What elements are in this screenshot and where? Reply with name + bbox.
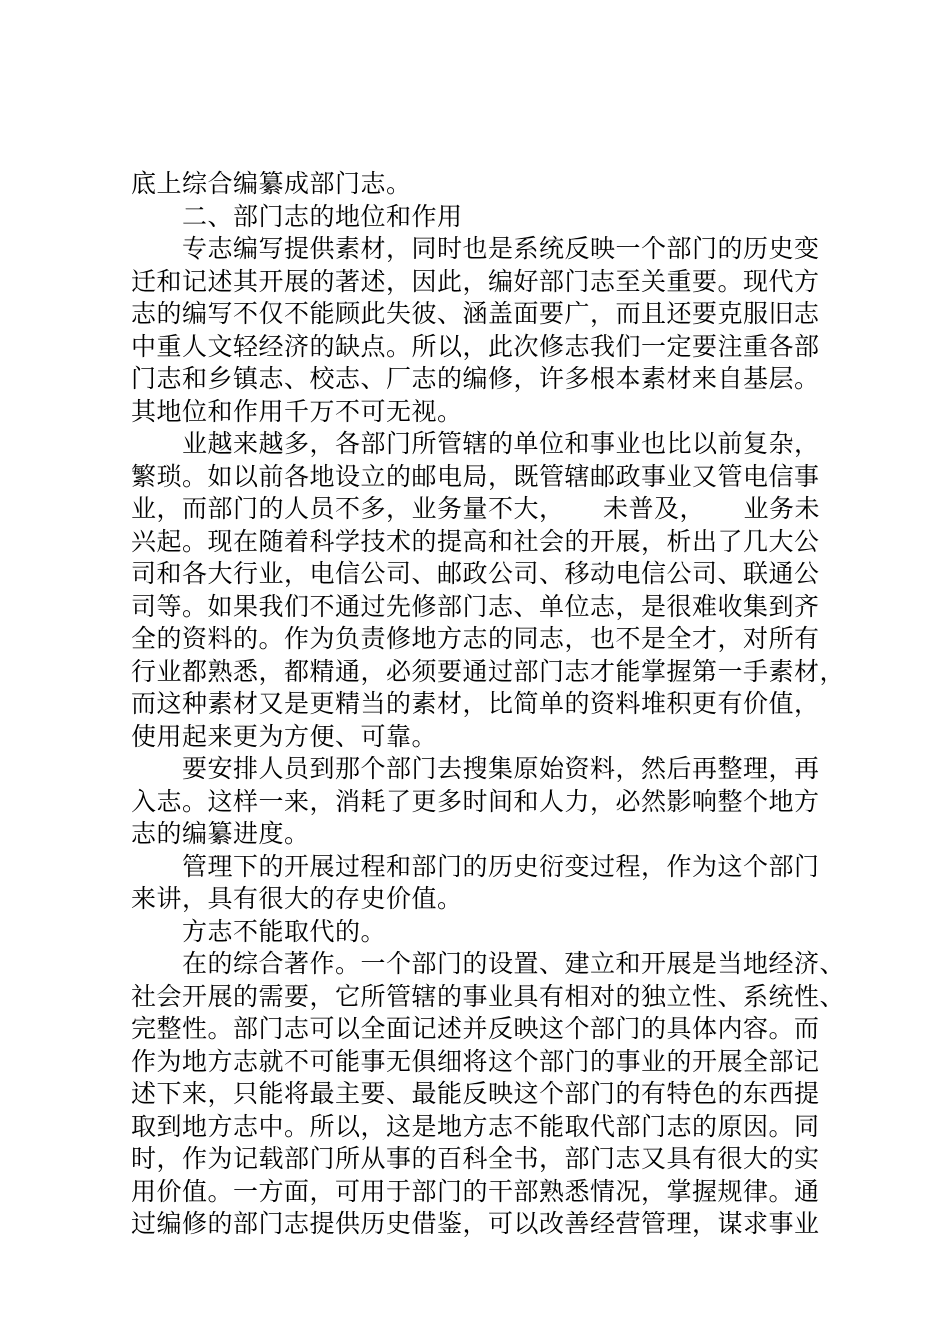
text-line: 业越来越多，各部门所管辖的单位和事业也比以前复杂， — [131, 429, 820, 458]
text-line: 业，而部门的人员不多，业务量不大， 未普及， 业务未 — [131, 494, 821, 523]
text-line: 志的编纂进度。 — [131, 819, 310, 848]
text-line: 全的资料的。作为负责修地方志的同志，也不是全才，对所有 — [131, 624, 820, 653]
section-heading: 二、部门志的地位和作用 — [131, 201, 463, 231]
text-line: 作为地方志就不可能事无俱细将这个部门的事业的开展全部记 — [131, 1046, 820, 1076]
text-line: 在的综合著作。一个部门的设置、建立和开展是当地经济、 — [131, 949, 846, 978]
text-line: 专志编写提供素材，同时也是系统反映一个部门的历史变 — [131, 234, 820, 263]
text-line: 方志不能取代的。 — [131, 916, 387, 946]
text-line: 取到地方志中。所以，这是地方志不能取代部门志的原因。同 — [131, 1111, 820, 1141]
text-line: 述下来，只能将最主要、最能反映这个部门的有特色的东西提 — [131, 1079, 820, 1108]
text-line: 而这种素材又是更精当的素材，比简单的资料堆积更有价值， — [131, 689, 820, 718]
text-line: 志的编写不仅不能顾此失彼、涵盖面要广，而且还要克服旧志 — [131, 299, 820, 328]
text-line: 社会开展的需要，它所管辖的事业具有相对的独立性、系统性、 — [131, 981, 846, 1011]
text-line: 要安排人员到那个部门去搜集原始资料，然后再整理，再 — [131, 754, 820, 783]
text-line: 过编修的部门志提供历史借鉴，可以改善经营管理，谋求事业 — [131, 1209, 820, 1238]
text-line: 管理下的开展过程和部门的历史衍变过程，作为这个部门 — [131, 851, 820, 881]
text-line: 完整性。部门志可以全面记述并反映这个部门的具体内容。而 — [131, 1014, 820, 1043]
text-line: 门志和乡镇志、校志、厂志的编修，许多根本素材来自基层。 — [131, 364, 820, 393]
text-line: 使用起来更为方便、可靠。 — [131, 721, 438, 751]
text-line: 繁琐。如以前各地设立的邮电局，既管辖邮政事业又管电信事 — [131, 461, 820, 491]
text-line: 司和各大行业，电信公司、邮政公司、移动电信公司、联通公 — [131, 559, 820, 588]
text-line: 兴起。现在随着科学技术的提高和社会的开展，析出了几大公 — [131, 526, 820, 556]
text-line: 入志。这样一来，消耗了更多时间和人力，必然影响整个地方 — [131, 786, 820, 816]
text-line: 中重人文轻经济的缺点。所以，此次修志我们一定要注重各部 — [131, 331, 820, 361]
text-line: 迁和记述其开展的著述，因此，编好部门志至关重要。现代方 — [131, 266, 820, 296]
text-line: 其地位和作用千万不可无视。 — [131, 396, 463, 426]
text-line: 用价值。一方面，可用于部门的干部熟悉情况，掌握规律。通 — [131, 1176, 820, 1206]
text-line: 司等。如果我们不通过先修部门志、单位志，是很难收集到齐 — [131, 591, 820, 621]
body-text — [131, 168, 846, 1241]
text-line: 底上综合编纂成部门志。 — [131, 169, 412, 198]
text-line: 行业都熟悉，都精通，必须要通过部门志才能掌握第一手素材， — [131, 656, 846, 686]
text-line: 来讲，具有很大的存史价值。 — [131, 884, 463, 913]
text-line: 时，作为记载部门所从事的百科全书，部门志又具有很大的实 — [131, 1144, 820, 1173]
